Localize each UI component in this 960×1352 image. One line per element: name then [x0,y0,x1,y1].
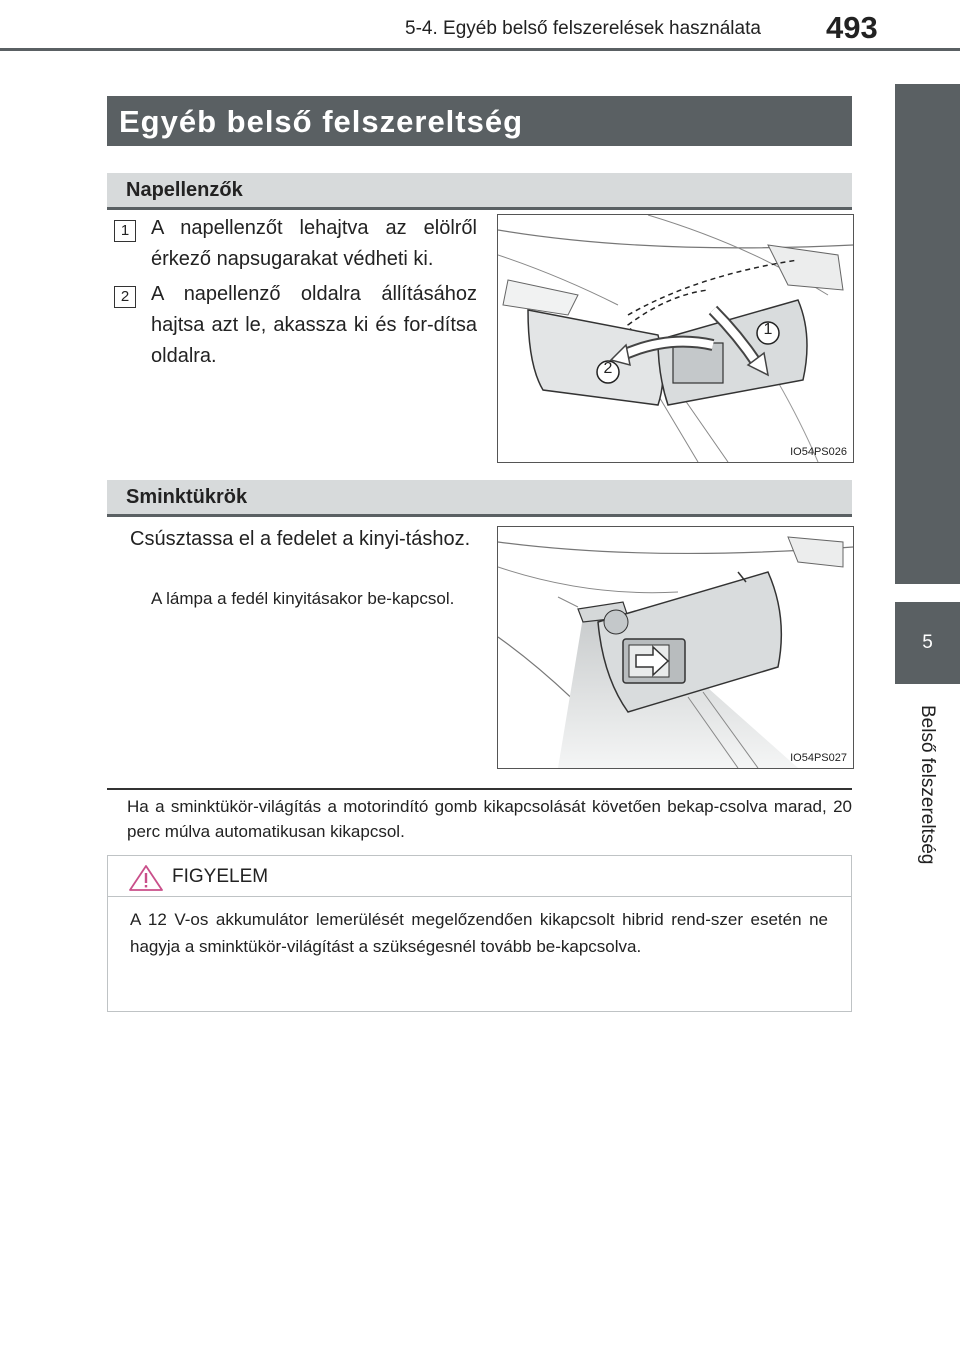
section-header-vanity-mirrors [107,480,852,517]
page-title: Egyéb belső felszereltség [119,104,524,139]
step-text-1: A napellenzőt lehajtva az elölről érkező napsugarakat védheti ki. [151,217,477,270]
warning-header [108,856,851,897]
figure-code: IO54PS026 [790,446,847,458]
callout-2: 2 [603,360,613,377]
section-header-sun-visors [107,173,852,210]
main-title-bar [107,96,852,146]
callout-1: 1 [763,321,773,338]
running-header: 5-4. Egyéb belső felszerelések használata [405,18,761,39]
step-marker-2: 2 [114,286,136,308]
section-title: Napellenzők [126,179,243,201]
chapter-number-tab: 5 [895,602,960,684]
warning-box [107,855,852,1012]
instruction-subtext: A lámpa a fedél kinyitásakor be-kapcsol. [151,589,455,608]
note-text: Ha a sminktükör-világítás a motorindító gomb kikapcsolását követően bekap-csolva marad, 20 perc múlva automatikusan kikapcsol. [127,797,852,841]
section-title: Sminktükrök [126,486,248,508]
warning-triangle-icon [128,864,164,897]
warning-text: A 12 V-os akkumulátor lemerülését megelőzendően kikapcsolt hibrid rend-szer esetén ne hagyja a sminktükör-világítást a szükségesnél tovább be-kapcsolva. [130,910,828,956]
warning-label: FIGYELEM [172,866,269,887]
page-number: 493 [826,10,878,45]
vanity-mirror-illustration [497,526,854,769]
side-tab-bar [895,84,960,584]
step-marker-1: 1 [114,220,136,242]
step-text-2: A napellenző oldalra állításához hajtsa azt le, akassza ki és for-dítsa oldalra. [151,283,477,367]
instruction-text: Csúsztassa el a fedelet a kinyi-táshoz. [130,528,471,550]
figure-code: IO54PS027 [790,752,847,764]
sun-visor-illustration [497,214,854,463]
note-divider [107,788,852,790]
chapter-label: Belső felszereltség [917,705,938,865]
header-rule [0,48,960,51]
